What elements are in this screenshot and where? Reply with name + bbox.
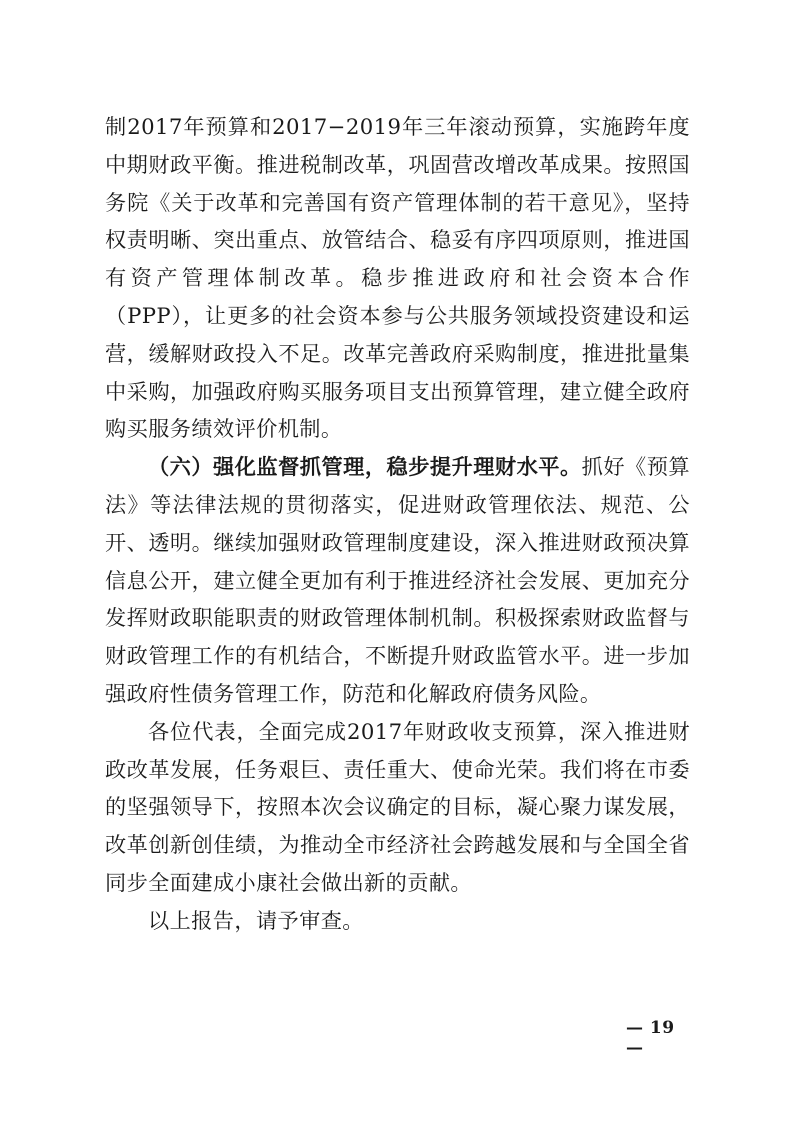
paragraph-closing xyxy=(105,713,690,902)
section-heading: （六）强化监督抓管理，稳步提升理财水平。 xyxy=(148,454,582,480)
paragraph-section-six xyxy=(105,448,690,713)
page-number: — 19 — xyxy=(626,1018,675,1058)
paragraph-final xyxy=(105,902,690,940)
report-body xyxy=(105,108,690,940)
paragraph-text: 各位代表，全面完成2017年财政收支预算，深入推进财政改革发展，任务艰巨、责任重大、使命光荣。我们将在市委的坚强领导下，按照本次会议确定的目标，凝心聚力谋发展，改革创新创佳绩，为推动全市经济社会跨越发展和与全国全省同步全面建成小康社会做出新的贡献。 xyxy=(105,718,690,895)
paragraph-continuation xyxy=(105,108,690,448)
paragraph-text: 制2017年预算和2017−2019年三年滚动预算，实施跨年度中期财政平衡。推进税制改革，巩固营改增改革成果。按照国务院《关于改革和完善国有资产管理体制的若干意见》，坚持权责明晰、突出重点、放管结合、稳妥有序四项原则，推进国有资产管理体制改革。稳步推进政府和社会资本合作（PPP），让更多的社会资本参与公共服务领域投资建设和运营，缓解财政投入不足。改革完善政府采购制度，推进批量集中采购，加强政府购买服务项目支出预算管理，建立健全政府购买服务绩效评价机制。 xyxy=(105,114,690,442)
paragraph-text: 以上报告，请予审查。 xyxy=(148,907,364,933)
paragraph-text: 抓好《预算法》等法律法规的贯彻落实，促进财政管理依法、规范、公开、透明。继续加强财政管理制度建设，深入推进财政预决算信息公开，建立健全更加有利于推进经济社会发展、更加充分发挥财政职能职责的财政管理体制机制。积极探索财政监督与财政管理工作的有机结合，不断提升财政监管水平。进一步加强政府性债务管理工作，防范和化解政府债务风险。 xyxy=(105,454,690,706)
